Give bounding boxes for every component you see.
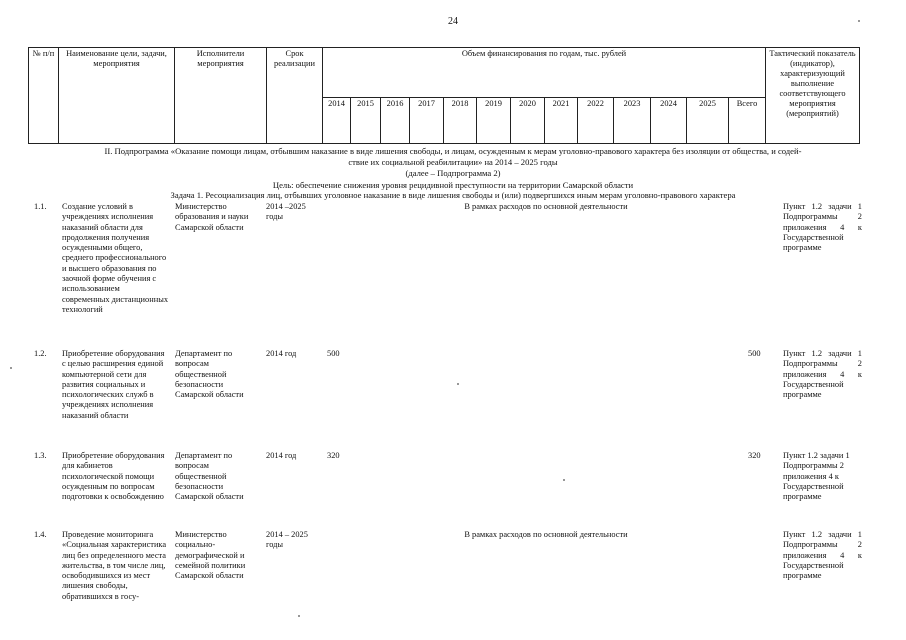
row-value-total: 500 (748, 349, 761, 358)
row-indicator: Пункт 1.2 задачи 1 Подпрограммы 2 приложения 4 к Государственной программе (783, 530, 862, 581)
row-indicator: Пункт 1.2 задачи 1 Подпрограммы 2 приложения 4 к Государственной программе (783, 451, 850, 502)
year-cell: 2015 (351, 98, 381, 144)
year-cell: 2014 (323, 98, 351, 144)
row-funding-note: В рамках расходов по основной деятельности (464, 202, 628, 211)
page-number: 24 (448, 16, 458, 27)
scan-speck (858, 20, 860, 22)
row-value-total: 320 (748, 451, 761, 460)
year-cell: 2022 (578, 98, 614, 144)
subprogram-title-line1: II. Подпрограмма «Оказание помощи лицам, отбывшим наказание в виде лишения свободы, и лицам, осужденным к мерам уголовно-правового характера без изоляции от общества, и содей- (104, 146, 802, 156)
row-indicator: Пункт 1.2 задачи 1 Подпрограммы 2 приложения 4 к Государственной программе (783, 202, 862, 253)
subprogram-title-line2: ствие их социальной реабилитации» на 2014 – 2025 годы (348, 157, 558, 167)
row-executor: Министерство социально-демографической и семейной политики Самарской области (175, 530, 246, 581)
row-term: 2014 – 2025 годы (266, 530, 308, 550)
row-name: Создание условий в учреждениях исполнения наказаний области для продолжения получения осужденными общего, среднего профессионального и высшего образования по заочной форме обучения с использованием современных дистанционных технологий (62, 202, 169, 314)
year-cell: 2024 (651, 98, 687, 144)
row-value-2014: 320 (327, 451, 340, 460)
row-term: 2014 год (266, 451, 297, 460)
header-funding: Объем финансирования по годам, тыс. рублей (323, 48, 766, 98)
header-indicator: Тактический показатель (индикатор), характеризующий выполнение соответствующего мероприятия (мероприятий) (766, 48, 860, 144)
row-name: Проведение мониторинга «Социальная характеристика лиц без определенного места жительства, в том числе лиц, освободившихся из мест лишения свободы, обратившихся в госу- (62, 530, 167, 601)
row-name: Приобретение оборудования с целью расширения единой компьютерной сети для развития социальных и психологических служб в учреждениях исполнения наказаний области (62, 349, 165, 420)
row-number: 1.4. (34, 530, 47, 539)
year-cell: 2023 (614, 98, 651, 144)
row-number: 1.1. (34, 202, 47, 211)
header-table (28, 47, 860, 144)
row-funding-note: В рамках расходов по основной деятельности (464, 530, 628, 539)
row-executor: Департамент по вопросам общественной безопасности Самарской области (175, 349, 244, 400)
header-name: Наименование цели, задачи, мероприятия (59, 48, 175, 144)
header-term: Срок реализации (267, 48, 323, 144)
row-name: Приобретение оборудования для кабинетов психологической помощи осужденным по вопросам подготовки к освобождению (62, 451, 165, 502)
row-term: 2014 год (266, 349, 297, 358)
year-cell: 2018 (444, 98, 477, 144)
row-value-2014: 500 (327, 349, 340, 358)
subprogram-title-line3: (далее – Подпрограмма 2) (405, 168, 501, 178)
row-number: 1.3. (34, 451, 47, 460)
row-term: 2014 –2025 годы (266, 202, 306, 222)
header-num: № п/п (29, 48, 59, 144)
scan-speck (563, 479, 565, 481)
scan-speck (298, 615, 300, 617)
year-cell: 2025 (687, 98, 729, 144)
year-cell: 2021 (545, 98, 578, 144)
goal-line: Цель: обеспечение снижения уровня рецидивной преступности на территории Самарской области (272, 180, 634, 190)
year-cell: 2020 (511, 98, 545, 144)
scan-speck (10, 367, 12, 369)
row-number: 1.2. (34, 349, 47, 358)
year-cell: 2017 (410, 98, 444, 144)
year-cell: 2019 (477, 98, 511, 144)
row-executor: Министерство образования и науки Самарской области (175, 202, 249, 232)
year-cell: 2016 (381, 98, 410, 144)
scan-speck (457, 383, 459, 385)
row-indicator: Пункт 1.2 задачи 1 Подпрограммы 2 приложения 4 к Государственной программе (783, 349, 862, 400)
row-executor: Департамент по вопросам общественной безопасности Самарской области (175, 451, 244, 502)
task-line: Задача 1. Ресоциализация лиц, отбывших уголовное наказание в виде лишения свободы и (или) подвергшихся иным мерам уголовно-правового характера (170, 190, 736, 200)
header-executors: Исполнители мероприятия (175, 48, 267, 144)
year-cell-total: Всего (729, 98, 766, 144)
